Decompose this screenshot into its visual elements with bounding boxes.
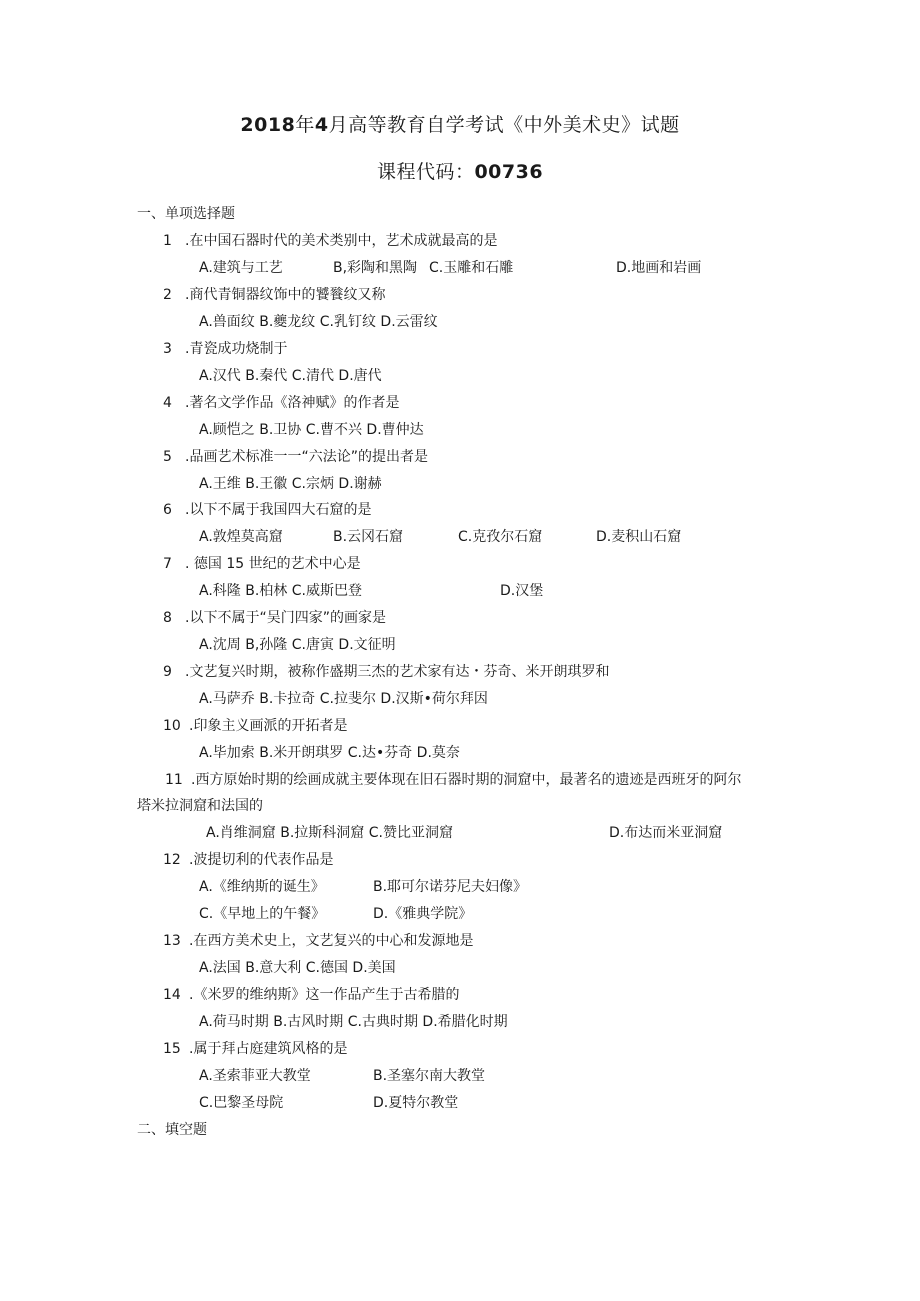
question-9 [163,662,609,682]
question-11 [165,770,741,790]
question-stem: .属于拜占庭建筑风格的是 [189,1041,348,1057]
title-year-suffix: 年 [295,114,315,136]
q3-options: A.汉代 B.秦代 C.清代 D.唐代 [199,368,382,384]
question-stem: .在中国石器时代的美术类别中，艺术成就最高的是 [185,233,498,249]
q15-option-b: B.圣塞尔南大教堂 [373,1068,486,1084]
q7-option-d: D.汉堡 [500,583,544,599]
q6-option-a: A.敦煌莫高窟 [199,529,283,545]
q6-option-b: B.云冈石窟 [333,529,404,545]
question-7 [163,554,361,574]
question-number: 12 [163,852,181,868]
q15-option-d: D.夏特尔教堂 [373,1095,459,1111]
question-stem: . 德国 15 世纪的艺术中心是 [185,556,361,572]
question-5 [163,447,428,467]
question-stem: .著名文学作品《洛神赋》的作者是 [185,395,400,411]
question-number: 6 [163,502,172,518]
question-12 [163,850,333,870]
q4-options: A.顾恺之 B.卫协 C.曹不兴 D.曹仲达 [199,422,424,438]
question-stem: .在西方美术史上，文艺复兴的中心和发源地是 [189,933,474,949]
q9-options: A.马萨乔 B.卡拉奇 C.拉斐尔 D.汉斯•荷尔拜因 [199,691,488,707]
question-3 [163,339,287,359]
section-heading-fill-in: 二、填空题 [137,1122,207,1138]
question-number: 4 [163,395,172,411]
q14-options: A.荷马时期 B.古风时期 C.古典时期 D.希腊化时期 [199,1014,508,1030]
question-6 [163,500,371,520]
course-code-value: 00736 [474,161,544,183]
title-month: 4 [314,114,329,136]
question-stem: .以下不属于“吴门四家”的画家是 [185,610,386,626]
q11-option-d: D.布达而米亚洞窟 [609,825,723,841]
q1-option-a: A.建筑与工艺 [199,260,283,276]
question-stem: .以下不属于我国四大石窟的是 [185,502,372,518]
section-heading-single-choice: 一、单项选择题 [137,206,235,222]
q12-option-d: D.《雅典学院》 [373,906,473,922]
q6-option-c: C.克孜尔石窟 [458,529,543,545]
page-title [0,110,920,137]
q12-option-a: A.《维纳斯的诞生》 [199,879,325,895]
title-year: 2018 [240,114,296,136]
question-2 [163,285,385,305]
question-stem: .品画艺术标准一一“六法论”的提出者是 [185,449,428,465]
question-stem: .文艺复兴时期，被称作盛期三杰的艺术家有达・芬奇、米开朗琪罗和 [185,664,610,680]
q6-option-d: D.麦积山石窟 [596,529,682,545]
q10-options: A.毕加索 B.米开朗琪罗 C.达•芬奇 D.莫奈 [199,745,460,761]
question-13 [163,931,473,951]
title-rest: 月高等教育自学考试《中外美术史》试题 [328,114,680,136]
question-stem: .印象主义画派的开拓者是 [189,718,348,734]
course-code-label: 课程代码： [376,161,475,183]
question-stem: .青瓷成功烧制于 [185,341,288,357]
question-number: 3 [163,341,172,357]
question-10 [163,716,347,736]
q1-option-d: D.地画和岩画 [616,260,702,276]
question-1 [163,231,497,251]
question-stem: .商代青铜器纹饰中的饕餮纹又称 [185,287,386,303]
question-number: 5 [163,449,172,465]
question-number: 11 [165,772,183,788]
q13-options: A.法国 B.意大利 C.德国 D.美国 [199,960,396,976]
question-number: 7 [163,556,172,572]
q15-option-a: A.圣索菲亚大教堂 [199,1068,311,1084]
q11-stem-continued: 塔米拉洞窟和法国的 [137,798,263,814]
question-number: 8 [163,610,172,626]
question-stem: .西方原始时期的绘画成就主要体现在旧石器时期的洞窟中，最著名的遗迹是西班牙的阿尔 [191,772,742,788]
question-15 [163,1039,347,1059]
q12-option-c: C.《早地上的午餐》 [199,906,326,922]
q1-option-b: B,彩陶和黑陶 [333,260,418,276]
q1-option-c: C.玉雕和石雕 [429,260,514,276]
course-code [0,157,920,184]
q7-options-abc: A.科隆 B.柏林 C.威斯巴登 [199,583,362,599]
question-stem: .波提切利的代表作品是 [189,852,334,868]
question-number: 15 [163,1041,181,1057]
question-4 [163,393,399,413]
question-number: 13 [163,933,181,949]
q5-options: A.王维 B.王徽 C.宗炳 D.谢赫 [199,476,382,492]
q11-options-abc: A.肖维洞窟 B.拉斯科洞窟 C.赞比亚洞窟 [206,825,453,841]
q15-option-c: C.巴黎圣母院 [199,1095,284,1111]
question-number: 10 [163,718,181,734]
question-8 [163,608,386,628]
question-number: 14 [163,987,181,1003]
question-stem: .《米罗的维纳斯》这一作品产生于古希腊的 [189,987,460,1003]
q2-options: A.兽面纹 B.夔龙纹 C.乳钉纹 D.云雷纹 [199,314,438,330]
question-number: 9 [163,664,172,680]
question-14 [163,985,459,1005]
question-number: 2 [163,287,172,303]
question-number: 1 [163,233,172,249]
q8-options: A.沈周 B,孙隆 C.唐寅 D.文征明 [199,637,396,653]
q12-option-b: B.耶可尔诺芬尼夫妇像》 [373,879,528,895]
